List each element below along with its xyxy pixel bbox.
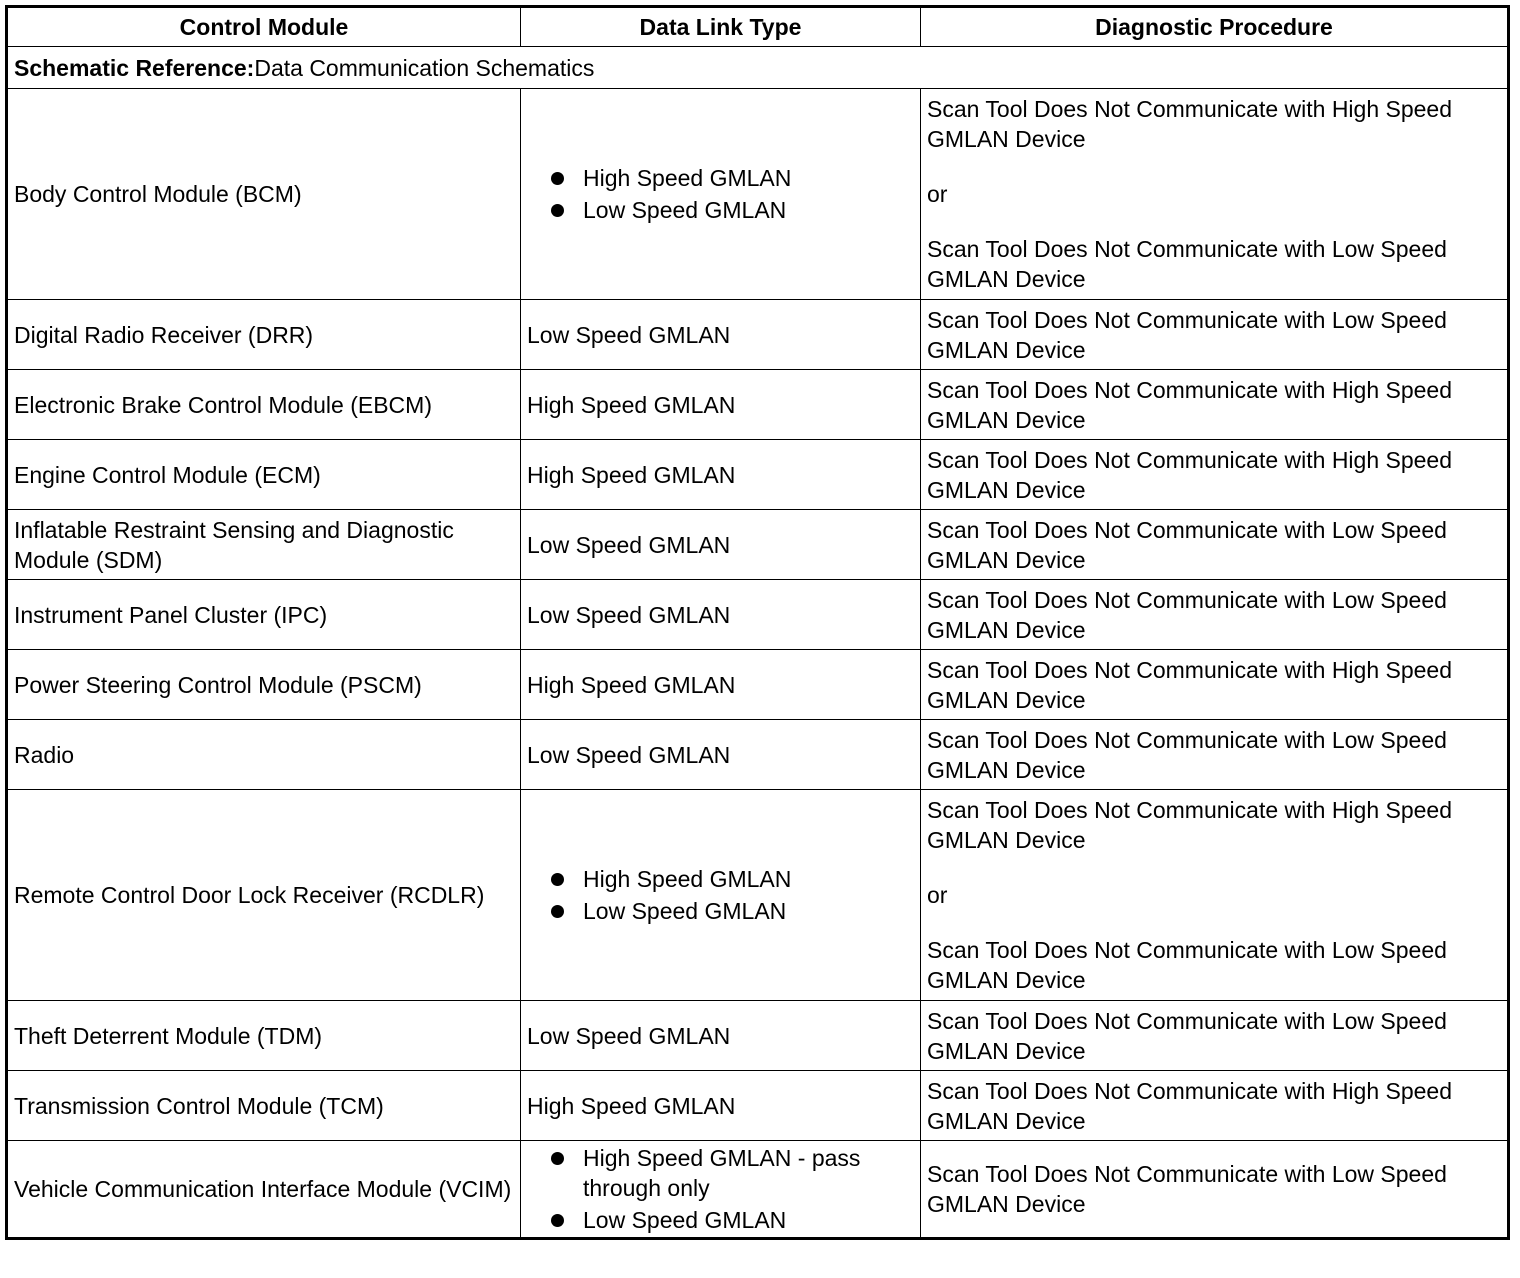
procedure-link[interactable]: Scan Tool Does Not Communicate with Low Speed GMLAN Device: [927, 306, 1447, 363]
data-link-type-cell: Low Speed GMLAN: [521, 720, 921, 790]
procedure-link[interactable]: Scan Tool Does Not Communicate with High Speed GMLAN Device: [927, 446, 1453, 503]
procedure-link[interactable]: Scan Tool Does Not Communicate with Low Speed GMLAN Device: [927, 1007, 1447, 1064]
table-row: [7, 1141, 1509, 1239]
procedure-separator: or: [927, 882, 948, 908]
control-module-cell: Electronic Brake Control Module (EBCM): [7, 370, 521, 440]
procedure-link[interactable]: Scan Tool Does Not Communicate with Low Speed GMLAN Device: [927, 726, 1447, 783]
table-row: [7, 1071, 1509, 1141]
diagnostic-procedure-cell: [921, 790, 1509, 1001]
header-control-module: Control Module: [7, 7, 521, 47]
header-row: [7, 7, 1509, 47]
diagnostic-procedure-cell: [921, 1001, 1509, 1071]
control-module-cell: Body Control Module (BCM): [7, 89, 521, 300]
control-module-cell: Inflatable Restraint Sensing and Diagnostic Module (SDM): [7, 510, 521, 580]
data-link-type-cell: [521, 790, 921, 1001]
diagnostic-procedure-cell: [921, 370, 1509, 440]
control-module-cell: Vehicle Communication Interface Module (VCIM): [7, 1141, 521, 1239]
table-row: [7, 1001, 1509, 1071]
diagnostic-procedure-cell: [921, 1071, 1509, 1141]
data-link-type-cell: Low Speed GMLAN: [521, 580, 921, 650]
schematic-reference: [7, 47, 1509, 89]
diagnostic-procedure-cell: [921, 1141, 1509, 1239]
control-module-cell: Theft Deterrent Module (TDM): [7, 1001, 521, 1071]
data-link-type-cell: High Speed GMLAN: [521, 370, 921, 440]
data-link-type-cell: High Speed GMLAN: [521, 440, 921, 510]
data-link-item: High Speed GMLAN - pass through only: [549, 1143, 914, 1203]
procedure-link[interactable]: Scan Tool Does Not Communicate with Low Speed GMLAN Device: [927, 516, 1447, 573]
table-row: [7, 790, 1509, 1001]
data-link-item: Low Speed GMLAN: [549, 195, 914, 225]
data-link-list: [527, 864, 914, 926]
data-link-type-cell: High Speed GMLAN: [521, 650, 921, 720]
table-row: [7, 370, 1509, 440]
header-data-link-type: Data Link Type: [521, 7, 921, 47]
data-link-item: Low Speed GMLAN: [549, 1205, 914, 1235]
data-link-type-cell: Low Speed GMLAN: [521, 510, 921, 580]
procedure-link[interactable]: Scan Tool Does Not Communicate with Low Speed GMLAN Device: [927, 586, 1447, 643]
data-link-list: [527, 163, 914, 225]
table-row: [7, 720, 1509, 790]
control-module-cell: Remote Control Door Lock Receiver (RCDLR): [7, 790, 521, 1001]
header-diagnostic-procedure: Diagnostic Procedure: [921, 7, 1509, 47]
diagnostic-procedure-cell: [921, 510, 1509, 580]
table-row: [7, 89, 1509, 300]
data-link-type-cell: [521, 89, 921, 300]
table-row: [7, 580, 1509, 650]
diagnostic-procedure-cell: [921, 440, 1509, 510]
table-row: [7, 440, 1509, 510]
procedure-link[interactable]: Scan Tool Does Not Communicate with High Speed GMLAN Device: [927, 1077, 1453, 1134]
data-link-item: Low Speed GMLAN: [549, 896, 914, 926]
data-link-type-cell: [521, 1141, 921, 1239]
diagnostic-procedure-cell: [921, 300, 1509, 370]
schematic-reference-link[interactable]: Data Communication Schematics: [254, 54, 595, 81]
table-row: [7, 650, 1509, 720]
diagnostic-procedure-cell: [921, 580, 1509, 650]
schematic-reference-label: Schematic Reference:: [14, 54, 255, 81]
procedure-link[interactable]: Scan Tool Does Not Communicate with High Speed GMLAN Device: [927, 656, 1453, 713]
data-link-item: High Speed GMLAN: [549, 864, 914, 894]
procedure-link[interactable]: Scan Tool Does Not Communicate with High Speed GMLAN Device: [927, 96, 1453, 152]
procedure-link[interactable]: Scan Tool Does Not Communicate with High Speed GMLAN Device: [927, 797, 1453, 853]
data-link-type-cell: Low Speed GMLAN: [521, 300, 921, 370]
table-row: [7, 510, 1509, 580]
control-module-cell: Transmission Control Module (TCM): [7, 1071, 521, 1141]
data-link-list: [527, 1143, 914, 1235]
control-module-cell: Power Steering Control Module (PSCM): [7, 650, 521, 720]
procedure-separator: or: [927, 181, 948, 207]
control-module-cell: Instrument Panel Cluster (IPC): [7, 580, 521, 650]
control-module-cell: Digital Radio Receiver (DRR): [7, 300, 521, 370]
diagnostic-procedure-cell: [921, 89, 1509, 300]
data-link-type-cell: High Speed GMLAN: [521, 1071, 921, 1141]
table-row: [7, 300, 1509, 370]
procedure-link[interactable]: Scan Tool Does Not Communicate with High Speed GMLAN Device: [927, 376, 1453, 433]
module-table: [5, 5, 1510, 1240]
control-module-cell: Engine Control Module (ECM): [7, 440, 521, 510]
schematic-reference-row: [7, 47, 1509, 89]
data-link-item: High Speed GMLAN: [549, 163, 914, 193]
diagnostic-procedure-cell: [921, 650, 1509, 720]
diagnostic-procedure-cell: [921, 720, 1509, 790]
control-module-cell: Radio: [7, 720, 521, 790]
procedure-link[interactable]: Scan Tool Does Not Communicate with Low Speed GMLAN Device: [927, 236, 1447, 292]
data-link-type-cell: Low Speed GMLAN: [521, 1001, 921, 1071]
procedure-link[interactable]: Scan Tool Does Not Communicate with Low Speed GMLAN Device: [927, 1161, 1447, 1217]
procedure-link[interactable]: Scan Tool Does Not Communicate with Low Speed GMLAN Device: [927, 937, 1447, 993]
